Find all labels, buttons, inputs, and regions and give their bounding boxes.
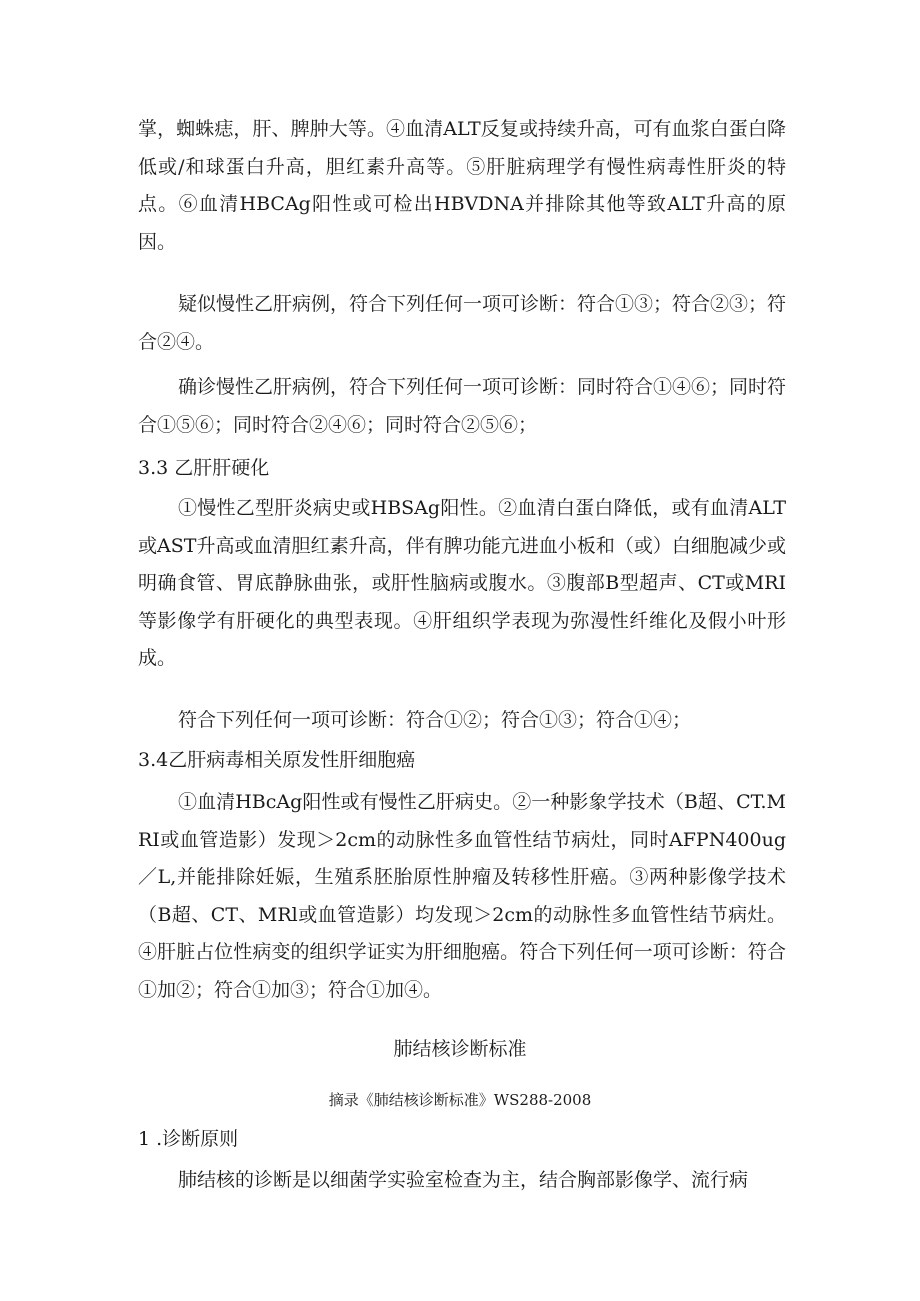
section-heading-diagnosis-principle: 1 .诊断原则: [138, 1128, 239, 1150]
paragraph-hcc-criteria: ①血清HBcAg阳性或有慢性乙肝病史。②一种影象学技术（B超、CT.MRI或血管造影）发现＞2cm的动脉性多血管性结节病灶，同时AFPN400ug／L,并能排除妊娠，生殖系胚胎原性肿瘤及转移性肝癌。③两种影像学技术（B超、CT、MRl或血管造影）均发现＞2cm的动脉性多血管性结节病灶。④肝脏占位性病变的组织学证实为肝细胞癌。符合下列任何一项可诊断：符合①加②；符合①加③；符合①加④。: [138, 791, 786, 1001]
paragraph-chronic-hepatitis-criteria-end: 掌，蜘蛛痣，肝、脾肿大等。④血清ALT反复或持续升高，可有血浆白蛋白降低或/和球蛋白升高，胆红素升高等。⑤肝脏病理学有慢性病毒性肝炎的特点。⑥血清HBCAg阳性或可检出HBVDNA并排除其他等致ALT升高的原因。: [138, 118, 786, 253]
paragraph-suspected-chronic-hbv: 疑似慢性乙肝病例，符合下列任何一项可诊断：符合①③；符合②③；符合②④。: [138, 293, 787, 353]
section-heading-3-4: 3.4乙肝病毒相关原发性肝细胞癌: [138, 749, 416, 771]
section-title-tuberculosis: 肺结核诊断标准: [393, 1038, 527, 1060]
paragraph-confirmed-chronic-hbv: 确诊慢性乙肝病例，符合下列任何一项可诊断：同时符合①④⑥；同时符合①⑤⑥；同时符合②④⑥；同时符合②⑤⑥；: [138, 376, 787, 436]
section-heading-3-3: 3.3 乙肝肝硬化: [138, 457, 270, 479]
paragraph-cirrhosis-diagnosis: 符合下列任何一项可诊断：符合①②；符合①③；符合①④；: [178, 709, 692, 731]
paragraph-tb-diagnosis-intro: 肺结核的诊断是以细菌学实验室检查为主，结合胸部影像学、流行病: [178, 1169, 749, 1191]
paragraph-cirrhosis-criteria: ①慢性乙型肝炎病史或HBSAg阳性。②血清白蛋白降低，或有血清ALT或AST升高或血清胆红素升高，伴有脾功能亢进血小板和（或）白细胞减少或明确食管、胃底静脉曲张，或肝性脑病或腹水。③腹部B型超声、CT或MRI等影像学有肝硬化的典型表现。④肝组织学表现为弥漫性纤维化及假小叶形成。: [138, 497, 786, 669]
section-subtitle-source: 摘录《肺结核诊断标准》WS288-2008: [328, 1091, 592, 1109]
